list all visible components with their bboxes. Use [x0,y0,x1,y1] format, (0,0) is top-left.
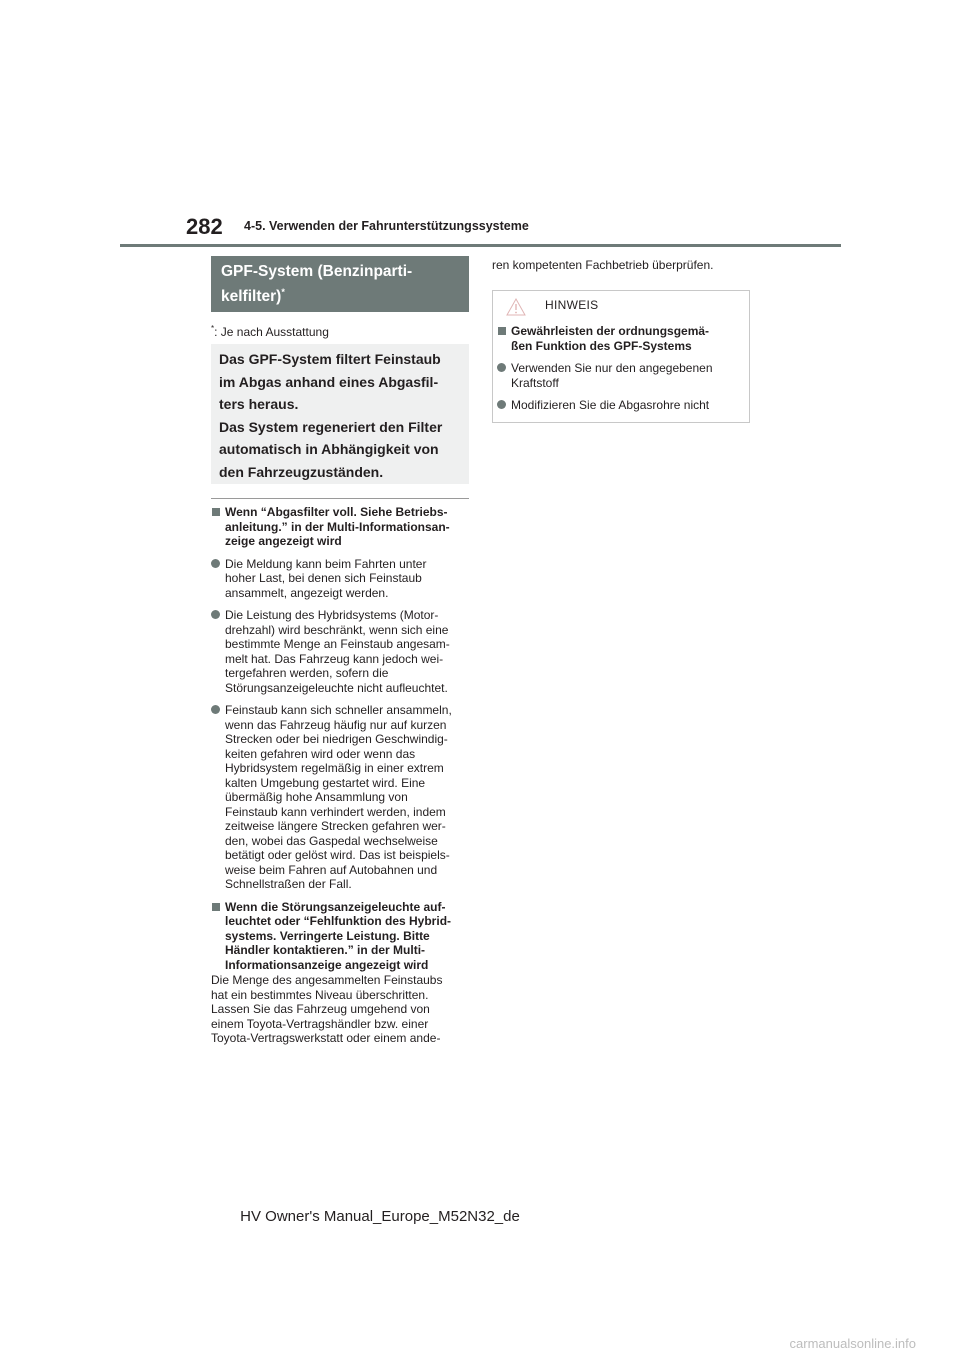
round-bullet-icon [497,363,506,372]
summary-line: ters heraus. [219,396,299,412]
section-heading [211,256,469,312]
summary-line: im Abgas anhand eines Abgasfil- [219,373,439,390]
summary-line: Das System regeneriert den Filter [219,418,443,435]
header-rule [120,244,841,247]
heading-line-1: GPF-System (Benzinparti- [221,263,413,280]
subheading: Wenn “Abgasfilter voll. Siehe Betriebs- anleitung.” in der Multi-Informationsan- zeige angezeigt wird [211,505,473,549]
notice-box [492,290,750,423]
notice-list-item: Verwenden Sie nur den angegebenen Kraftstoff [497,361,747,390]
summary-line: automatisch in Abhängigkeit von [219,441,439,457]
section-title: 4-5. Verwenden der Fahrunterstützungssysteme [244,219,529,233]
notice-body [497,324,747,421]
summary-line: Das GPF-System filtert Feinstaub [219,351,441,367]
warning-triangle-icon [506,298,526,316]
list-item: Die Leistung des Hybridsystems (Motor- drehzahl) wird beschränkt, wenn sich eine bestimmte Menge an Feinstaub angesam- melt hat. Das Fahrzeug kann jedoch wei- tergefahren werden, sofern die Störungsanzeigeleuchte nicht aufleuchtet. [211,608,473,695]
separator [211,498,469,499]
notice-label: HINWEIS [545,298,599,312]
list-item: Feinstaub kann sich schneller ansammeln, wenn das Fahrzeug häufig nur auf kurzen Strecken oder bei niedrigen Geschwindig- keiten gefahren wird oder wenn das Hybridsystem regelmäßig in einer extrem kalten Umgebung gestartet wird. Eine übermäßig hohe Ansammlung von Feinstaub kann verhindert werden, indem zeitweise längere Strecken gefahren wer- den, wobei das Gaspedal wechselweise betätigt oder gelöst wird. Das ist beispiels- weise beim Fahren auf Autobahnen und Schnellstraßen der Fall. [211,703,473,892]
left-column [211,505,473,1046]
watermark: carmanualsonline.info [789,1336,916,1351]
square-bullet-icon [212,903,220,911]
round-bullet-icon [211,559,220,568]
page-number: 282 [186,214,223,239]
notice-list-item: Modifizieren Sie die Abgasrohre nicht [497,398,747,413]
round-bullet-icon [211,610,220,619]
notice-header [493,291,749,316]
footnote: *: Je nach Ausstattung [211,324,329,339]
footer: HV Owner's Manual_Europe_M52N32_de [240,1208,520,1225]
square-bullet-icon [498,327,506,335]
square-bullet-icon [212,508,220,516]
subheading: Wenn die Störungsanzeigeleuchte auf- leuchtet oder “Fehlfunktion des Hybrid- systems. Verringerte Leistung. Bitte Händler kontaktieren.” in der Multi- Informationsanzeige angezeigt wird [211,900,473,973]
summary-line: den Fahrzeugzuständen. [219,463,384,480]
heading-line-2: kelfilter)* [221,286,285,305]
notice-subheading: Gewährleisten der ordnungsgemä- ßen Funktion des GPF-Systems [497,324,747,353]
list-item: Die Meldung kann beim Fahrten unter hoher Last, bei denen sich Feinstaub ansammelt, angezeigt werden. [211,557,473,601]
round-bullet-icon [497,400,506,409]
round-bullet-icon [211,705,220,714]
paragraph: Die Menge des angesammelten Feinstaubs hat ein bestimmtes Niveau überschritten. Lassen Sie das Fahrzeug umgehend von einem Toyota-Vertragshändler bzw. einer Toyota-Vertragswerkstatt oder einem ande- [211,973,443,1045]
footnote-marker: * [281,286,285,297]
continued-paragraph: ren kompetenten Fachbetrieb überprüfen. [492,258,714,272]
summary-box [211,344,469,484]
